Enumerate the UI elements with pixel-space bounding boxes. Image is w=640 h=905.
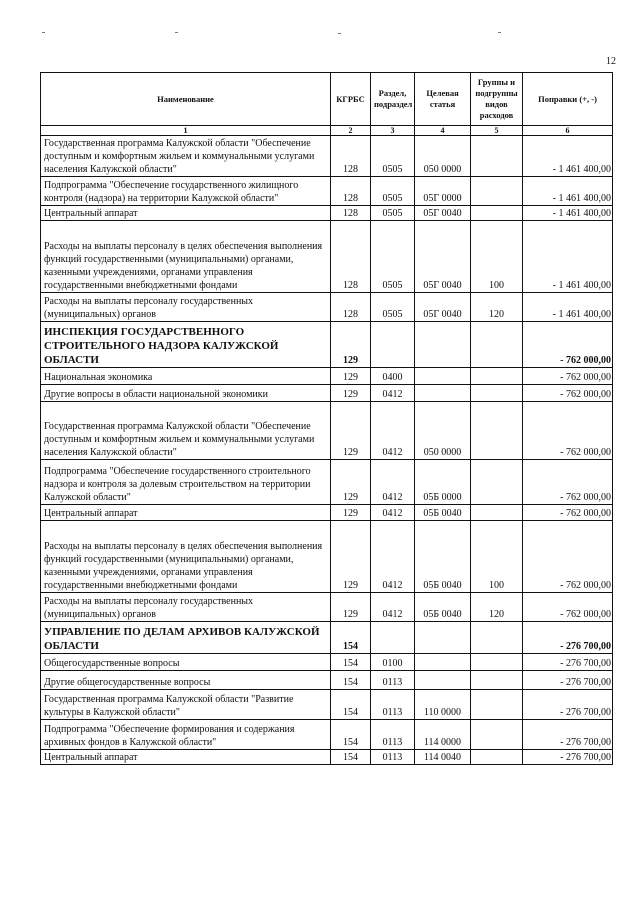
row-group <box>471 622 523 654</box>
row-name: Подпрограмма "Обеспечение государственного строительного надзора и контроля за долевым строительством на территории Калужской области" <box>41 460 331 505</box>
row-group <box>471 690 523 720</box>
row-amount: - 276 700,00 <box>523 654 613 671</box>
row-amount: - 276 700,00 <box>523 622 613 654</box>
row-kgrbs: 154 <box>331 622 371 654</box>
row-kgrbs: 154 <box>331 654 371 671</box>
row-target <box>415 622 471 654</box>
row-amount: - 1 461 400,00 <box>523 221 613 293</box>
table-row <box>41 177 613 206</box>
column-number: 6 <box>523 126 613 136</box>
row-target <box>415 368 471 385</box>
row-section: 0412 <box>371 593 415 622</box>
row-group <box>471 750 523 765</box>
row-name: Расходы на выплаты персоналу государственных (муниципальных) органов <box>41 293 331 322</box>
row-amount: - 1 461 400,00 <box>523 177 613 206</box>
row-kgrbs: 129 <box>331 322 371 368</box>
row-kgrbs: 154 <box>331 671 371 690</box>
row-kgrbs: 154 <box>331 690 371 720</box>
row-amount: - 762 000,00 <box>523 505 613 521</box>
row-kgrbs: 129 <box>331 521 371 593</box>
row-target <box>415 654 471 671</box>
row-section: 0113 <box>371 720 415 750</box>
row-kgrbs: 129 <box>331 460 371 505</box>
table-row <box>41 505 613 521</box>
row-group <box>471 654 523 671</box>
row-amount: - 276 700,00 <box>523 671 613 690</box>
row-target: 05Г 0040 <box>415 221 471 293</box>
header-name: Наименование <box>41 73 331 126</box>
row-name: Подпрограмма "Обеспечение формирования и содержания архивных фондов в Калужской области" <box>41 720 331 750</box>
table-row <box>41 654 613 671</box>
row-amount: - 762 000,00 <box>523 521 613 593</box>
header-target: Целевая статья <box>415 73 471 126</box>
row-amount: - 1 461 400,00 <box>523 206 613 221</box>
row-target: 05Г 0040 <box>415 293 471 322</box>
table-row <box>41 460 613 505</box>
row-amount: - 276 700,00 <box>523 720 613 750</box>
row-name: Национальная экономика <box>41 368 331 385</box>
row-name: Расходы на выплаты персоналу в целях обеспечения выполнения функций государственными (муниципальными) органами, казенными учреждениями, органами управления государственными внебюджетными фондами <box>41 221 331 293</box>
row-target: 114 0000 <box>415 720 471 750</box>
row-kgrbs: 128 <box>331 293 371 322</box>
row-group <box>471 505 523 521</box>
row-target: 110 0000 <box>415 690 471 720</box>
row-section: 0412 <box>371 460 415 505</box>
table-row <box>41 750 613 765</box>
row-target: 05Б 0040 <box>415 505 471 521</box>
row-section: 0412 <box>371 385 415 402</box>
row-section: 0400 <box>371 368 415 385</box>
header-groups: Группы и подгруппы видов расходов <box>471 73 523 126</box>
row-amount: - 762 000,00 <box>523 368 613 385</box>
column-number: 1 <box>41 126 331 136</box>
row-amount: - 1 461 400,00 <box>523 293 613 322</box>
table-row <box>41 206 613 221</box>
row-group <box>471 206 523 221</box>
row-target: 050 0000 <box>415 402 471 460</box>
row-amount: - 762 000,00 <box>523 593 613 622</box>
row-section: 0100 <box>371 654 415 671</box>
row-amount: - 762 000,00 <box>523 460 613 505</box>
row-target: 05Г 0000 <box>415 177 471 206</box>
row-section: 0505 <box>371 293 415 322</box>
row-section: 0113 <box>371 690 415 720</box>
table-row <box>41 690 613 720</box>
row-name: Другие общегосударственные вопросы <box>41 671 331 690</box>
row-section: 0412 <box>371 505 415 521</box>
row-section: 0412 <box>371 521 415 593</box>
row-section <box>371 622 415 654</box>
column-number: 2 <box>331 126 371 136</box>
row-group <box>471 402 523 460</box>
row-name: Подпрограмма "Обеспечение государственного жилищного контроля (надзора) на территории Калужской области" <box>41 177 331 206</box>
table-row <box>41 136 613 177</box>
row-kgrbs: 154 <box>331 720 371 750</box>
row-group: 100 <box>471 221 523 293</box>
page-number: 12 <box>606 56 616 67</box>
table-row <box>41 622 613 654</box>
row-section: 0113 <box>371 750 415 765</box>
row-name: Государственная программа Калужской области "Развитие культуры в Калужской области" <box>41 690 331 720</box>
header-amendments: Поправки (+, -) <box>523 73 613 126</box>
row-target: 05Б 0040 <box>415 593 471 622</box>
row-kgrbs: 128 <box>331 206 371 221</box>
row-section: 0113 <box>371 671 415 690</box>
row-name: Расходы на выплаты персоналу в целях обеспечения выполнения функций государственными (муниципальными) органами, казенными учреждениями, органами управления государственными внебюджетными фондами <box>41 521 331 593</box>
row-amount: - 762 000,00 <box>523 385 613 402</box>
row-section: 0505 <box>371 136 415 177</box>
table-row <box>41 221 613 293</box>
table-row <box>41 720 613 750</box>
row-kgrbs: 129 <box>331 505 371 521</box>
row-kgrbs: 129 <box>331 368 371 385</box>
header-kgrbs: КГРБС <box>331 73 371 126</box>
row-amount: - 276 700,00 <box>523 750 613 765</box>
row-kgrbs: 128 <box>331 136 371 177</box>
row-group: 120 <box>471 293 523 322</box>
row-name: Другие вопросы в области национальной экономики <box>41 385 331 402</box>
row-name: ИНСПЕКЦИЯ ГОСУДАРСТВЕННОГО СТРОИТЕЛЬНОГО НАДЗОРА КАЛУЖСКОЙ ОБЛАСТИ <box>41 322 331 368</box>
row-kgrbs: 129 <box>331 385 371 402</box>
row-name: Государственная программа Калужской области "Обеспечение доступным и комфортным жильем и коммунальными услугами населения Калужской области" <box>41 402 331 460</box>
row-target: 05Б 0040 <box>415 521 471 593</box>
row-amount: - 1 461 400,00 <box>523 136 613 177</box>
header-section: Раздел, подраздел <box>371 73 415 126</box>
row-target: 114 0040 <box>415 750 471 765</box>
row-target <box>415 671 471 690</box>
row-kgrbs: 128 <box>331 221 371 293</box>
row-group <box>471 671 523 690</box>
column-number: 5 <box>471 126 523 136</box>
row-amount: - 276 700,00 <box>523 690 613 720</box>
row-name: Центральный аппарат <box>41 206 331 221</box>
row-amount: - 762 000,00 <box>523 322 613 368</box>
row-target: 05Б 0000 <box>415 460 471 505</box>
row-section: 0505 <box>371 206 415 221</box>
table-row <box>41 293 613 322</box>
row-name: Государственная программа Калужской области "Обеспечение доступным и комфортным жильем и коммунальными услугами населения Калужской области" <box>41 136 331 177</box>
table-row <box>41 368 613 385</box>
row-name: Центральный аппарат <box>41 750 331 765</box>
row-group <box>471 177 523 206</box>
row-target <box>415 322 471 368</box>
row-group <box>471 385 523 402</box>
row-section <box>371 322 415 368</box>
budget-amendments-table <box>40 72 613 765</box>
row-section: 0505 <box>371 221 415 293</box>
row-target: 050 0000 <box>415 136 471 177</box>
row-name: Центральный аппарат <box>41 505 331 521</box>
table-row <box>41 521 613 593</box>
row-target: 05Г 0040 <box>415 206 471 221</box>
row-target <box>415 385 471 402</box>
row-name: Расходы на выплаты персоналу государственных (муниципальных) органов <box>41 593 331 622</box>
column-number: 4 <box>415 126 471 136</box>
row-kgrbs: 128 <box>331 177 371 206</box>
row-section: 0412 <box>371 402 415 460</box>
row-group <box>471 368 523 385</box>
row-section: 0505 <box>371 177 415 206</box>
row-name: Общегосударственные вопросы <box>41 654 331 671</box>
row-group: 100 <box>471 521 523 593</box>
table-row <box>41 402 613 460</box>
table-row <box>41 671 613 690</box>
row-kgrbs: 154 <box>331 750 371 765</box>
row-group <box>471 720 523 750</box>
row-name: УПРАВЛЕНИЕ ПО ДЕЛАМ АРХИВОВ КАЛУЖСКОЙ ОБЛАСТИ <box>41 622 331 654</box>
table-row <box>41 385 613 402</box>
table-row <box>41 593 613 622</box>
row-kgrbs: 129 <box>331 593 371 622</box>
row-group <box>471 322 523 368</box>
row-group <box>471 136 523 177</box>
column-number: 3 <box>371 126 415 136</box>
row-kgrbs: 129 <box>331 402 371 460</box>
row-group: 120 <box>471 593 523 622</box>
row-amount: - 762 000,00 <box>523 402 613 460</box>
row-group <box>471 460 523 505</box>
table-row <box>41 322 613 368</box>
